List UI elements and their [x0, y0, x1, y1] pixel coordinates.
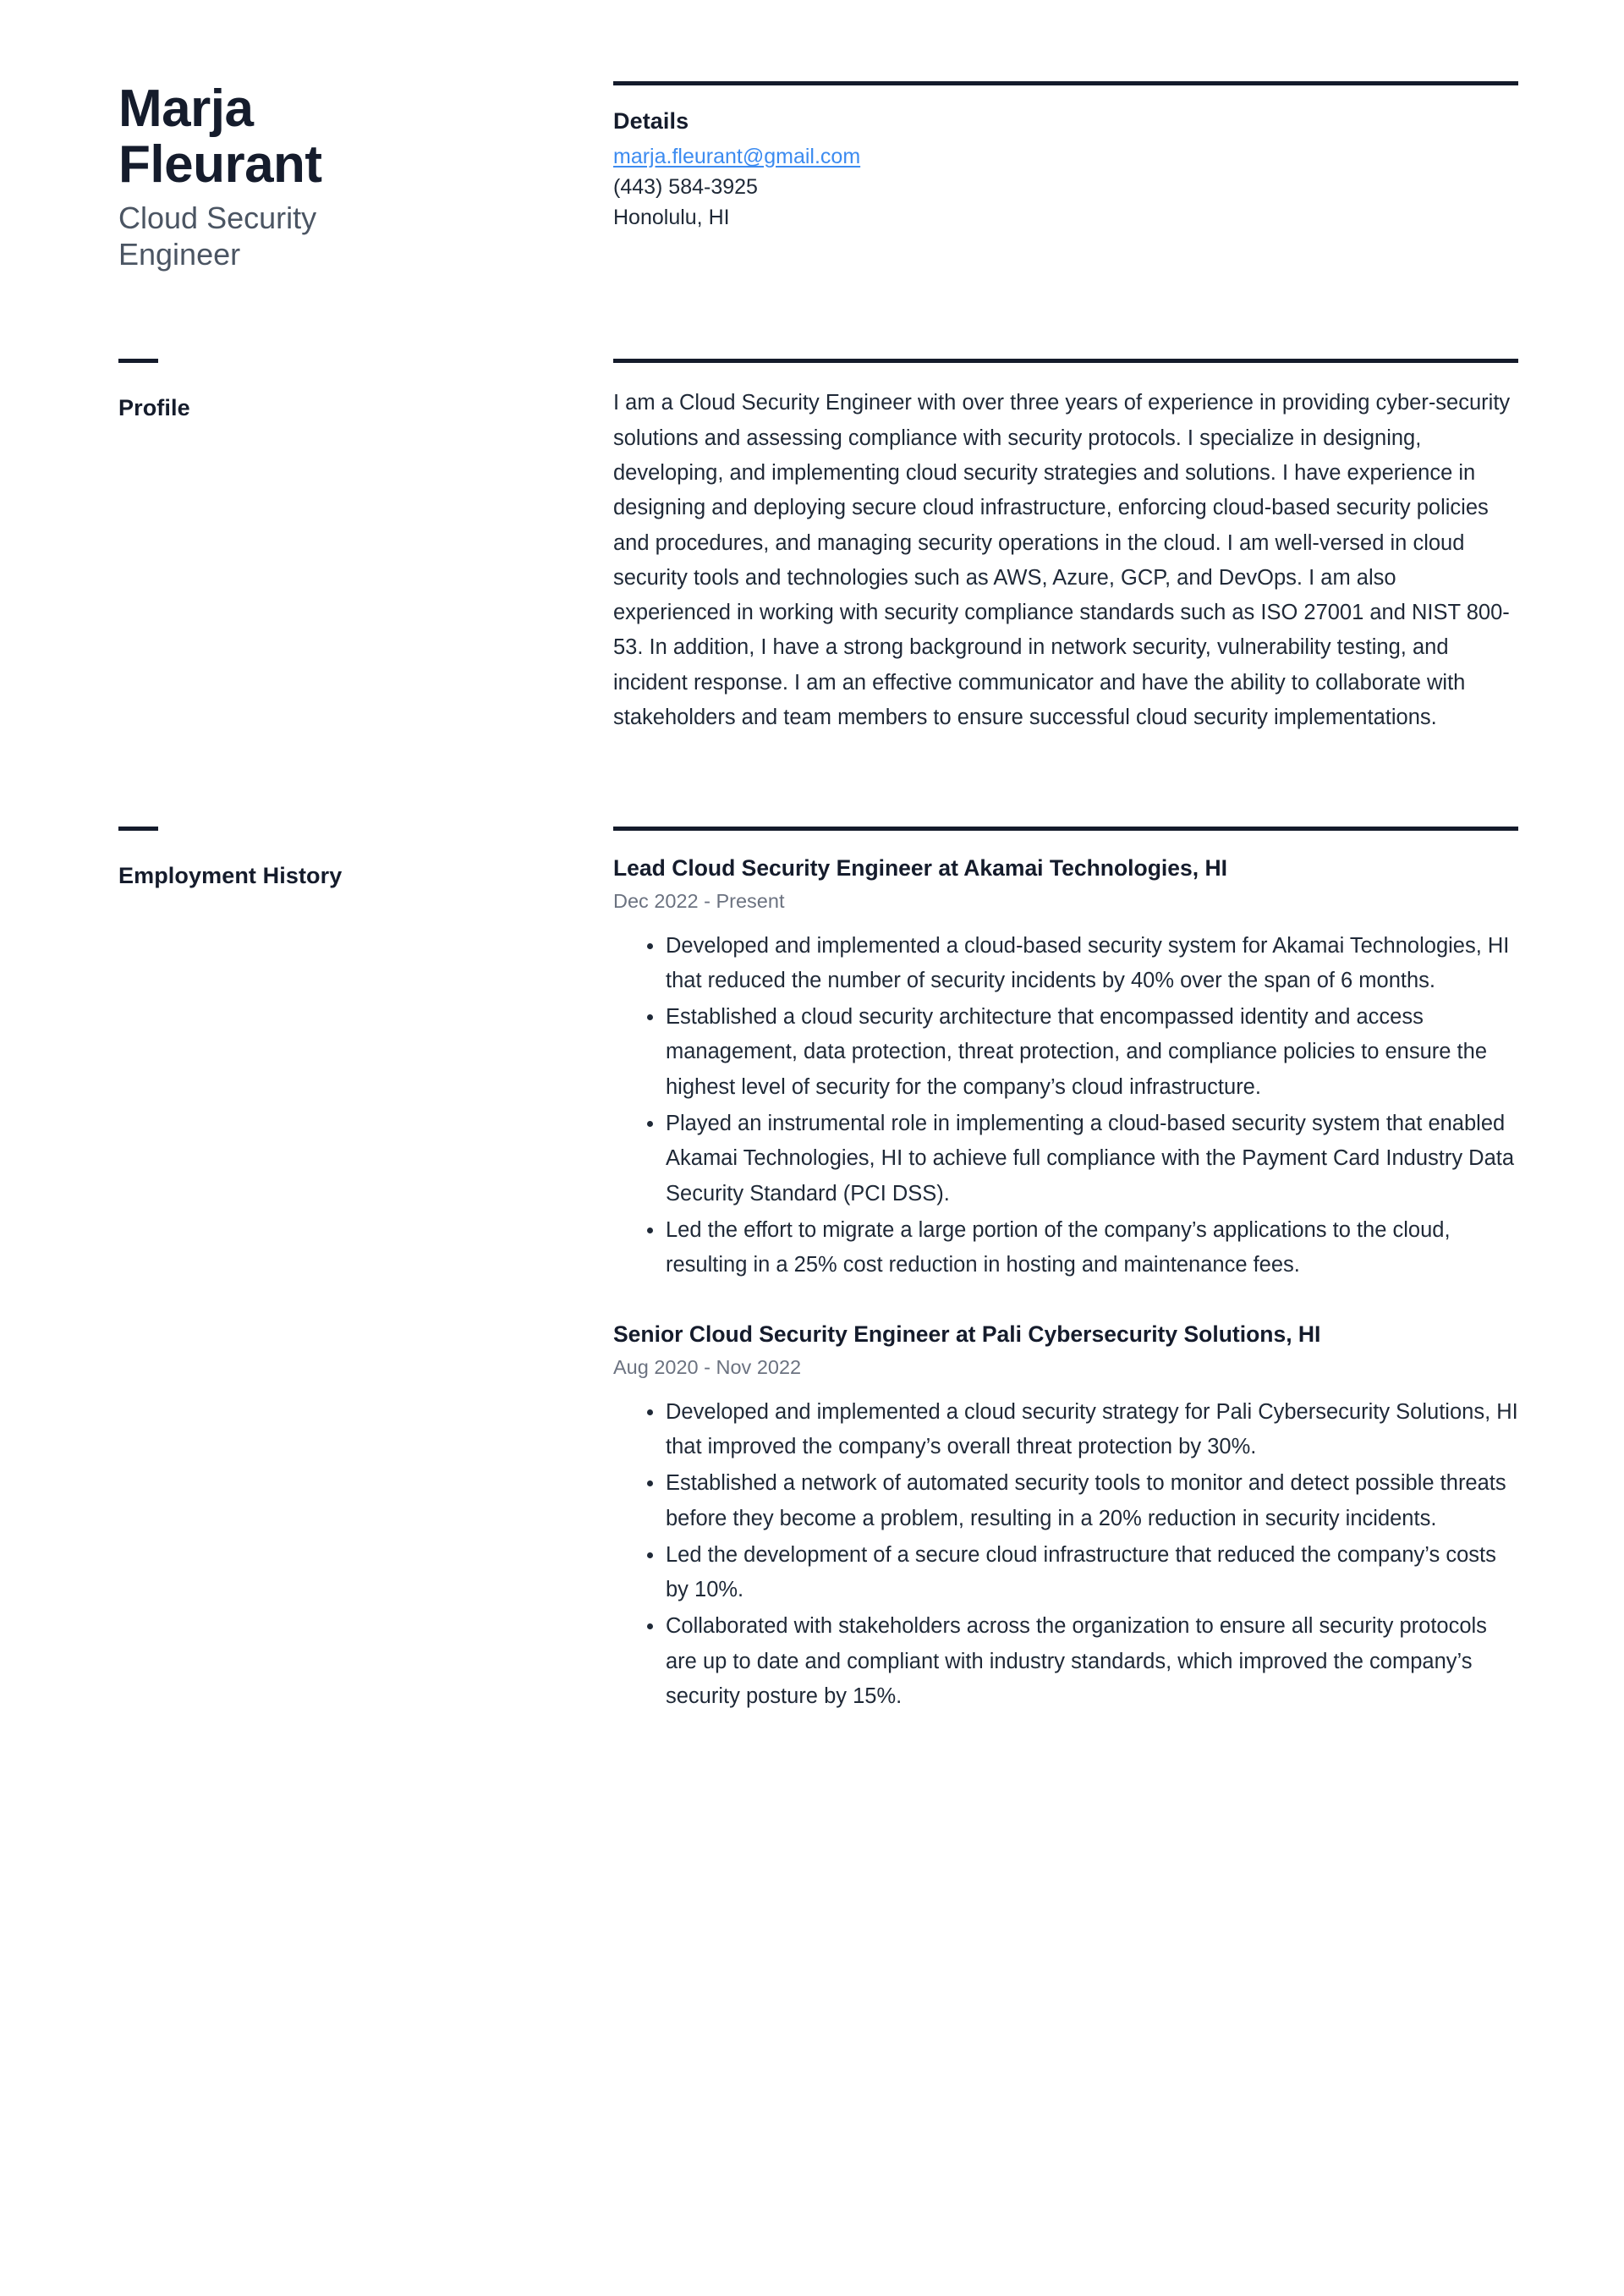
job-bullet: Led the development of a secure cloud infrastructure that reduced the company’s costs by 10%. — [647, 1538, 1518, 1608]
detail-email[interactable] — [613, 141, 1518, 172]
employment-heading: Employment History — [118, 863, 343, 889]
job-bullet-list — [613, 929, 1518, 1283]
employment-section — [118, 827, 1518, 1716]
details-heading: Details — [613, 108, 689, 134]
job-dates: Dec 2022 - Present — [613, 889, 785, 912]
details-block — [613, 81, 1518, 233]
job-title: Lead Cloud Security Engineer at Akamai Technologies, HI — [613, 855, 1227, 882]
job-bullet: Established a network of automated security tools to monitor and detect possible threats before they become a problem, resulting in a 20% reduction in security incidents. — [647, 1466, 1518, 1536]
job-bullet: Played an instrumental role in implementing a cloud-based security system that enabled Akamai Technologies, HI to achieve full compliance with the Payment Card Industry Data Security Standard (PCI DSS). — [647, 1107, 1518, 1211]
email-link[interactable]: marja.fleurant@gmail.com — [613, 145, 861, 168]
profile-label-block — [118, 359, 613, 421]
job-bullet: Developed and implemented a cloud security strategy for Pali Cybersecurity Solutions, HI that improved the company’s overall threat protection by 30%. — [647, 1395, 1518, 1465]
job-bullet: Developed and implemented a cloud-based security system for Akamai Technologies, HI that reduced the number of security incidents by 40% over the span of 6 months. — [647, 929, 1518, 999]
job-bullet: Established a cloud security architecture that encompassed identity and access management, data protection, threat protection, and compliance policies to ensure the highest level of security for the company’s cloud infrastructure. — [647, 1000, 1518, 1105]
profile-section — [118, 359, 1518, 735]
details-list — [613, 141, 1518, 233]
job-bullet: Led the effort to migrate a large portion of the company’s applications to the cloud, resulting in a 25% cost reduction in hosting and maintenance fees. — [647, 1213, 1518, 1283]
name-block — [118, 81, 613, 272]
employment-dash-icon — [118, 827, 158, 831]
last-name: Fleurant — [118, 135, 322, 194]
job-bullet: Collaborated with stakeholders across the organization to ensure all security protocols are up to date and compliant with industry standards, which improved the company’s security posture by 15%. — [647, 1609, 1518, 1714]
job-bullet-list — [613, 1395, 1518, 1715]
job-dates: Aug 2020 - Nov 2022 — [613, 1355, 802, 1378]
employment-label-block — [118, 827, 613, 889]
detail-phone: (443) 584-3925 — [613, 175, 758, 199]
profile-text: I am a Cloud Security Engineer with over three years of experience in providing cyber-security solutions and assessing compliance with security protocols. I specialize in designing, developing, and implementing cloud security strategies and solutions. I have experience in designing and deploying secure cloud infrastructure, enforcing cloud-based security policies and procedures, and managing security operations in the cloud. I am well-versed in cloud security tools and technologies such as AWS, Azure, GCP, and DevOps. I am also experienced in working with security compliance standards such as ISO 27001 and NIST 800-53. In addition, I have a strong background in network security, vulnerability testing, and incident response. I am an effective communicator and have the ability to collaborate with stakeholders and team members to ensure successful cloud security implementations. — [613, 391, 1511, 730]
profile-dash-icon — [118, 359, 158, 363]
employment-content — [613, 827, 1518, 1716]
jobs-list — [613, 854, 1518, 1714]
profile-heading: Profile — [118, 395, 190, 421]
job-entry — [613, 1320, 1518, 1714]
candidate-job-title: Cloud Security Engineer — [118, 200, 317, 272]
job-title: Senior Cloud Security Engineer at Pali Cybersecurity Solutions, HI — [613, 1321, 1321, 1348]
job-entry — [613, 854, 1518, 1283]
header-section — [118, 81, 1518, 272]
profile-content — [613, 359, 1518, 735]
candidate-name — [118, 81, 398, 192]
first-name: Marja — [118, 80, 254, 138]
detail-location: Honolulu, HI — [613, 206, 730, 229]
